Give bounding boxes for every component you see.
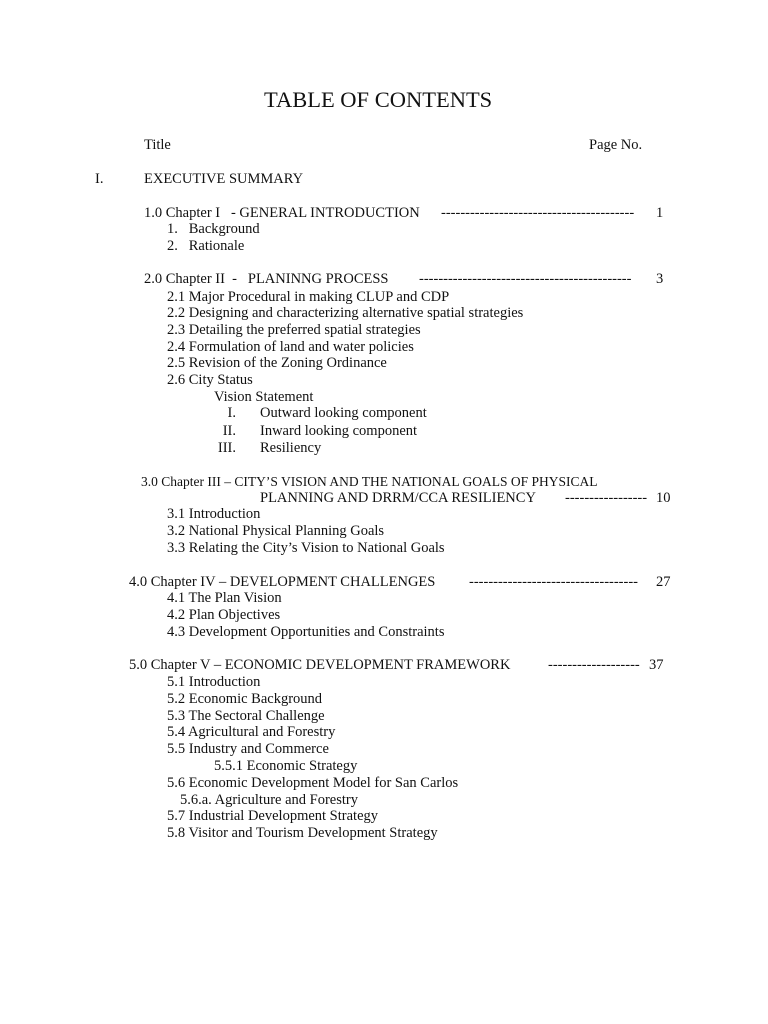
- chapter-5-item: 5.1 Introduction: [167, 674, 261, 690]
- chapter-1-leader: ----------------------------------------: [441, 205, 635, 221]
- chapter-5-item: 5.8 Visitor and Tourism Development Strategy: [167, 825, 438, 841]
- chapter-5-item: 5.3 The Sectoral Challenge: [167, 708, 325, 724]
- vision-statement-heading: Vision Statement: [214, 389, 314, 405]
- chapter-2-item: 2.2 Designing and characterizing alternative spatial strategies: [167, 305, 524, 321]
- chapter-5-item: 5.2 Economic Background: [167, 691, 323, 707]
- chapter-5-heading: 5.0 Chapter V – ECONOMIC DEVELOPMENT FRAMEWORK: [129, 657, 511, 673]
- column-header-page: Page No.: [589, 137, 643, 153]
- chapter-5-subitem: 5.6.a. Agriculture and Forestry: [180, 792, 358, 808]
- chapter-2-heading: 2.0 Chapter II - PLANINNG PROCESS: [144, 271, 389, 287]
- chapter-5-item: 5.4 Agricultural and Forestry: [167, 724, 336, 740]
- chapter-2-leader: --------------------------------------------: [419, 271, 632, 287]
- chapter-4-heading: 4.0 Chapter IV – DEVELOPMENT CHALLENGES: [129, 574, 436, 590]
- chapter-3-item: 3.2 National Physical Planning Goals: [167, 523, 385, 539]
- chapter-2-page: 3: [656, 271, 664, 287]
- chapter-3-leader: -----------------: [565, 490, 648, 506]
- chapter-4-leader: -----------------------------------: [469, 574, 639, 590]
- roman-item: Resiliency: [260, 440, 322, 456]
- chapter-4-item: 4.3 Development Opportunities and Constraints: [167, 624, 445, 640]
- chapter-2-item: 2.3 Detailing the preferred spatial strategies: [167, 322, 421, 338]
- chapter-5-page: 37: [649, 657, 664, 673]
- roman-numeral: I.: [227, 405, 236, 421]
- section-title: EXECUTIVE SUMMARY: [144, 171, 304, 187]
- chapter-1-item: 2. Rationale: [167, 238, 245, 254]
- section-number: I.: [95, 171, 104, 187]
- chapter-5-item: 5.7 Industrial Development Strategy: [167, 808, 379, 824]
- page-title: TABLE OF CONTENTS: [264, 87, 493, 112]
- chapter-2-item: 2.1 Major Procedural in making CLUP and CDP: [167, 289, 450, 305]
- column-header-title: Title: [144, 137, 171, 153]
- roman-item: Inward looking component: [260, 423, 418, 439]
- chapter-1-item: 1. Background: [167, 221, 260, 237]
- chapter-4-item: 4.1 The Plan Vision: [167, 590, 282, 606]
- chapter-3-item: 3.1 Introduction: [167, 506, 261, 522]
- chapter-4-page: 27: [656, 574, 671, 590]
- chapter-3-heading-cont: PLANNING AND DRRM/CCA RESILIENCY: [260, 490, 536, 506]
- chapter-2-item: 2.5 Revision of the Zoning Ordinance: [167, 355, 387, 371]
- chapter-5-item: 5.6 Economic Development Model for San Carlos: [167, 775, 459, 791]
- roman-item: Outward looking component: [260, 405, 427, 421]
- roman-numeral: III.: [217, 440, 236, 456]
- chapter-2-item: 2.6 City Status: [167, 372, 253, 388]
- chapter-5-subitem: 5.5.1 Economic Strategy: [214, 758, 358, 774]
- chapter-5-leader: -------------------: [548, 657, 640, 673]
- roman-numeral: II.: [222, 423, 236, 439]
- chapter-4-item: 4.2 Plan Objectives: [167, 607, 281, 623]
- chapter-5-item: 5.5 Industry and Commerce: [167, 741, 329, 757]
- chapter-2-item: 2.4 Formulation of land and water policies: [167, 339, 414, 355]
- chapter-3-item: 3.3 Relating the City’s Vision to National Goals: [167, 540, 445, 556]
- chapter-3-heading: 3.0 Chapter III – CITY’S VISION AND THE NATIONAL GOALS OF PHYSICAL: [141, 474, 598, 489]
- chapter-1-heading: 1.0 Chapter I - GENERAL INTRODUCTION: [144, 205, 420, 221]
- chapter-3-page: 10: [656, 490, 671, 506]
- chapter-1-page: 1: [656, 205, 664, 221]
